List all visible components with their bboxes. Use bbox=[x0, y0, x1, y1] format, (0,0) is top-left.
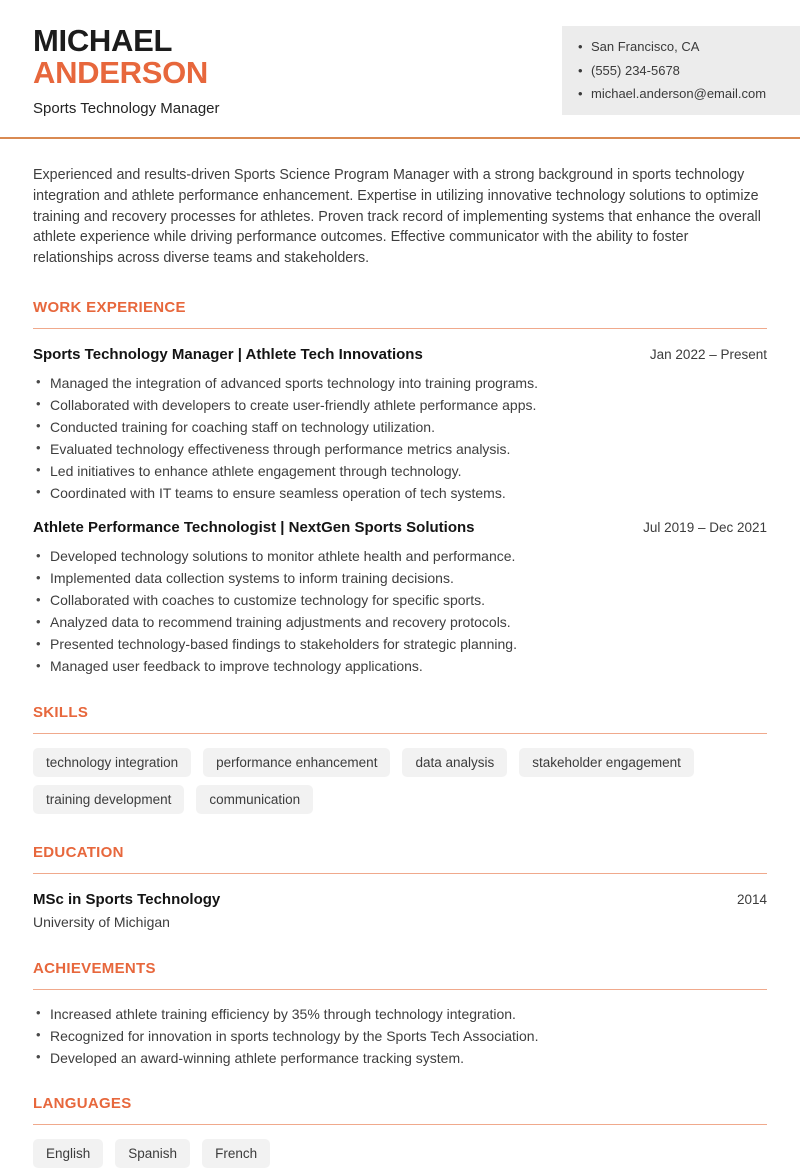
job-bullet: • Led initiatives to enhance athlete engagement through technology. bbox=[33, 464, 767, 479]
bullet-icon: • bbox=[578, 62, 583, 78]
job-bullet: • Implemented data collection systems to inform training decisions. bbox=[33, 571, 767, 586]
job-bullet: • Evaluated technology effectiveness through performance metrics analysis. bbox=[33, 442, 767, 457]
section-achievements bbox=[33, 960, 767, 1066]
job-bullet-list bbox=[33, 376, 767, 501]
education-header bbox=[33, 891, 767, 908]
contact-location bbox=[578, 35, 788, 59]
bullet-icon: • bbox=[578, 86, 583, 101]
work-experience-heading: WORK EXPERIENCE bbox=[33, 299, 767, 329]
education-year: 2014 bbox=[736, 891, 767, 907]
header bbox=[0, 0, 800, 137]
contact-email-text: michael.anderson@email.com bbox=[591, 86, 767, 101]
section-skills bbox=[33, 704, 767, 814]
contact-list bbox=[578, 35, 788, 106]
skill-chip: data analysis bbox=[402, 748, 507, 777]
candidate-job-title: Sports Technology Manager bbox=[33, 100, 220, 117]
skill-chip: stakeholder engagement bbox=[519, 748, 694, 777]
achievements-heading: ACHIEVEMENTS bbox=[33, 960, 767, 990]
job-bullet: • Analyzed data to recommend training adjustments and recovery protocols. bbox=[33, 615, 767, 630]
achievement-bullet: • Developed an award-winning athlete performance tracking system. bbox=[33, 1051, 767, 1066]
resume-body bbox=[0, 165, 800, 1168]
job-role: Athlete Performance Technologist | NextGen Sports Solutions bbox=[33, 519, 475, 537]
language-chip: French bbox=[202, 1139, 270, 1168]
job-bullet: • Collaborated with developers to create user-friendly athlete performance apps. bbox=[33, 398, 767, 413]
language-chip: English bbox=[33, 1139, 103, 1168]
bullet-icon: • bbox=[578, 39, 583, 54]
job-bullet: • Conducted training for coaching staff on technology utilization. bbox=[33, 420, 767, 435]
skill-chip: performance enhancement bbox=[203, 748, 390, 777]
contact-box bbox=[562, 26, 800, 115]
job-bullet: • Managed user feedback to improve technology applications. bbox=[33, 659, 767, 674]
languages-chip-list bbox=[33, 1139, 767, 1168]
job-bullet: • Collaborated with coaches to customize technology for specific sports. bbox=[33, 593, 767, 608]
achievement-bullet: • Recognized for innovation in sports technology by the Sports Tech Association. bbox=[33, 1029, 767, 1044]
job-entry bbox=[33, 346, 767, 501]
job-bullet: • Coordinated with IT teams to ensure seamless operation of tech systems. bbox=[33, 486, 767, 501]
education-degree: MSc in Sports Technology bbox=[33, 890, 221, 908]
language-chip: Spanish bbox=[115, 1139, 190, 1168]
skill-chip: training development bbox=[33, 785, 184, 814]
job-bullet-list bbox=[33, 549, 767, 674]
section-education bbox=[33, 844, 767, 930]
skills-heading: SKILLS bbox=[33, 704, 767, 734]
job-bullet: • Managed the integration of advanced sports technology into training programs. bbox=[33, 376, 767, 391]
achievements-bullet-list bbox=[33, 1007, 767, 1066]
languages-heading: LANGUAGES bbox=[33, 1095, 767, 1125]
job-dates: Jan 2022 – Present bbox=[649, 346, 767, 362]
summary-paragraph: Experienced and results-driven Sports Science Program Manager with a strong background in sports technology integration and athlete performance enhancement. Expertise in utilizing innovative technology solutions to optimize training and recovery processes for athletes. Proven track record of implementing systems that enhance the overall athlete experience while driving performance outcomes. Effective communicator with the ability to foster relationships across diverse teams and stakeholders. bbox=[33, 167, 761, 267]
job-bullet: • Developed technology solutions to monitor athlete health and performance. bbox=[33, 549, 767, 564]
job-header bbox=[33, 346, 767, 363]
contact-phone bbox=[578, 59, 788, 83]
candidate-first-name: MICHAEL bbox=[33, 23, 173, 58]
skills-chip-list bbox=[33, 748, 767, 814]
education-heading: EDUCATION bbox=[33, 844, 767, 874]
education-school: University of Michigan bbox=[33, 913, 170, 930]
achievement-bullet: • Increased athlete training efficiency by 35% through technology integration. bbox=[33, 1007, 767, 1022]
job-role: Sports Technology Manager | Athlete Tech Innovations bbox=[33, 345, 423, 363]
section-work-experience bbox=[33, 299, 767, 674]
job-entry bbox=[33, 519, 767, 674]
header-divider bbox=[0, 137, 800, 139]
contact-phone-text: (555) 234-5678 bbox=[591, 62, 680, 78]
job-bullet: • Presented technology-based findings to stakeholders for strategic planning. bbox=[33, 637, 767, 652]
section-languages bbox=[33, 1095, 767, 1168]
skill-chip: communication bbox=[196, 785, 313, 814]
contact-email bbox=[578, 82, 788, 106]
contact-location-text: San Francisco, CA bbox=[591, 39, 700, 54]
skill-chip: technology integration bbox=[33, 748, 191, 777]
job-dates: Jul 2019 – Dec 2021 bbox=[643, 520, 767, 536]
candidate-last-name: ANDERSON bbox=[33, 55, 209, 90]
job-header bbox=[33, 519, 767, 536]
